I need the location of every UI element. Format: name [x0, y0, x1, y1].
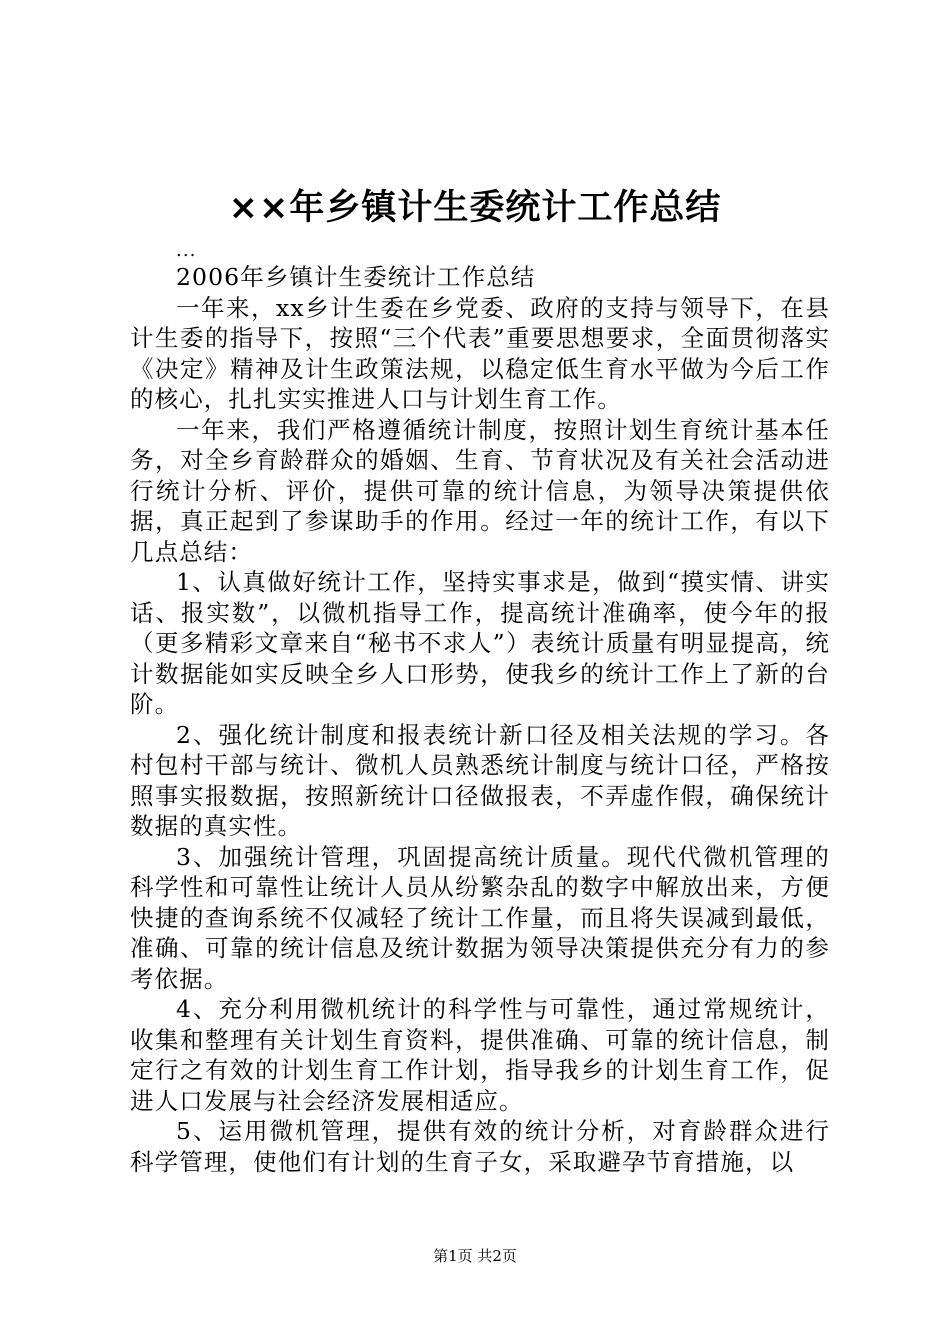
paragraph-intro: 一年来，xx乡计生委在乡党委、政府的支持与领导下，在县计生委的指导下，按照“三个代表”重要思想要求，全面贯彻落实《决定》精神及计生政策法规，以稳定低生育水平做为今后工作的核心，扎扎实实推进人口与计划生育工作。 — [130, 293, 830, 413]
paragraph-overview: 一年来，我们严格遵循统计制度，按照计划生育统计基本任务，对全乡育龄群众的婚姻、生育、节育状况及有关社会活动进行统计分析、评价，提供可靠的统计信息，为领导决策提供依据，真正起到了参谋助手的作用。经过一年的统计工作，有以下几点总结： — [130, 415, 830, 566]
document-title: ××年乡镇计生委统计工作总结 — [228, 188, 722, 228]
paragraph-point-4: 4、充分利用微机统计的科学性与可靠性，通过常规统计，收集和整理有关计划生育资料，提供准确、可靠的统计信息，制定行之有效的计划生育工作计划，指导我乡的计划生育工作，促进人口发展与社会经济发展相适应。 — [130, 995, 830, 1115]
document-body — [130, 240, 830, 1177]
document-subtitle: 2006年乡镇计生委统计工作总结 — [176, 263, 536, 291]
paragraph-point-2: 2、强化统计制度和报表统计新口径及相关法规的学习。各村包村干部与统计、微机人员熟悉统计制度与统计口径，严格按照事实报数据，按照新统计口径做报表，不弄虚作假，确保统计数据的真实性。 — [130, 720, 830, 840]
ellipsis-line: ... — [176, 240, 197, 261]
page-footer: 第1页 共2页 — [433, 1247, 517, 1265]
paragraph-point-3: 3、加强统计管理，巩固提高统计质量。现代代微机管理的科学性和可靠性让统计人员从纷繁杂乱的数字中解放出来，方便快捷的查询系统不仅减轻了统计工作量，而且将失误减到最低，准确、可靠的统计信息及统计数据为领导决策提供充分有力的参考依据。 — [130, 842, 830, 993]
paragraph-point-1: 1、认真做好统计工作，坚持实事求是，做到“摸实情、讲实话、报实数”，以微机指导工作，提高统计准确率，使今年的报（更多精彩文章来自“秘书不求人”）表统计质量有明显提高，统计数据能如实反映全乡人口形势，使我乡的统计工作上了新的台阶。 — [130, 568, 830, 718]
paragraph-point-5: 5、运用微机管理，提供有效的统计分析，对育龄群众进行科学管理，使他们有计划的生育子女，采取避孕节育措施，以 — [130, 1117, 830, 1176]
